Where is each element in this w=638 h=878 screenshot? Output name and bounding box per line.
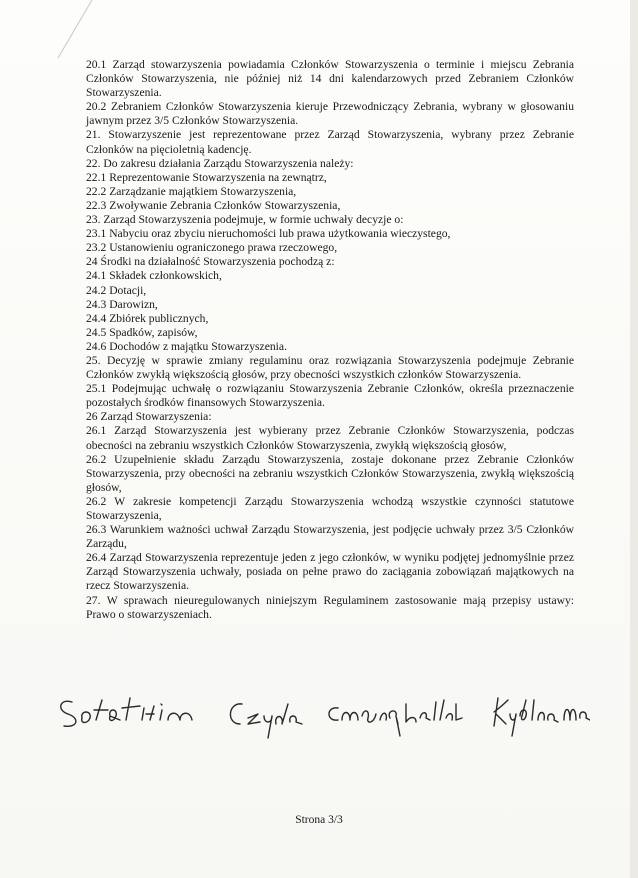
paragraph: 20.1 Zarząd stowarzyszenia powiadamia Członków Stowarzyszenia o terminie i miejscu Zebrania Członków Stowarzyszenia, nie później niż 14 dni kalendarzowych przed Zebraniem Członków Stowarzyszenia. <box>86 58 574 100</box>
paragraph: 24.1 Składek członkowskich, <box>86 269 222 283</box>
paragraph: 26.1 Zarząd Stowarzyszenia jest wybierany przez Zebranie Członków Stowarzyszenia, podczas obecności na zebraniu wszystkich Członków Stowarzyszenia, zwykłą większością głosów, <box>86 424 574 452</box>
paragraph: 24.5 Spadków, zapisów, <box>86 325 198 339</box>
paragraph: 24 Środki na działalność Stowarzyszenia pochodzą z: <box>86 255 335 269</box>
signature-4-icon <box>494 698 590 736</box>
paragraph: 22. Do zakresu działania Zarządu Stowarzyszenia należy: <box>86 156 354 170</box>
paragraph: 23.1 Nabyciu oraz zbyciu nieruchomości lub prawa użytkowania wieczystego, <box>86 227 451 241</box>
paragraph: 23.2 Ustanowieniu ograniczonego prawa rzeczowego, <box>86 241 338 255</box>
signature-2-icon <box>230 704 302 738</box>
paragraph: 22.3 Zwoływanie Zebrania Członków Stowarzyszenia, <box>86 198 341 212</box>
page-number: Strona 3/3 <box>295 814 343 826</box>
paragraph: 25.1 Podejmując uchwałę o rozwiązaniu Stowarzyszenia Zebranie Członków, określa przeznaczenie pozostałych środków finansowych Stowarzyszenia. <box>86 382 574 410</box>
paragraph: 24.4 Zbiórek publicznych, <box>86 311 209 325</box>
paragraph: 26 Zarząd Stowarzyszenia: <box>86 410 212 424</box>
signature-1-icon <box>61 698 192 726</box>
paragraph: 22.2 Zarządzanie majątkiem Stowarzyszenia, <box>86 184 297 198</box>
paragraph: 26.2 W zakresie kompetencji Zarządu Stowarzyszenia wchodzą wszystkie czynności statutowe Stowarzyszenia, <box>86 494 574 522</box>
signatures-row <box>50 680 590 750</box>
paragraph: 27. W sprawach nieuregulowanych niniejszym Regulaminem zastosowanie mają przepisy ustawy: Prawo o stowarzyszeniach. <box>86 593 574 621</box>
paragraph: 22.1 Reprezentowanie Stowarzyszenia na zewnątrz, <box>86 170 327 184</box>
paragraph: 26.2 Uzupełnienie składu Zarządu Stowarzyszenia, zostaje dokonane przez Zebranie Członków Stowarzyszenia, przy obecności na zebraniu wszystkich Członków Stowarzyszenia, zwykłą większością głosów, <box>86 452 574 494</box>
paragraph: 24.3 Darowizn, <box>86 297 158 311</box>
regulation-text <box>86 58 574 622</box>
paragraph: 26.3 Warunkiem ważności uchwał Zarządu Stowarzyszenia, jest podjęcie uchwały przez 3/5 Członków Zarządu, <box>86 523 574 551</box>
paragraph: 24.2 Dotacji, <box>86 283 147 297</box>
paragraph: 23. Zarząd Stowarzyszenia podejmuje, w formie uchwały decyzje o: <box>86 213 404 227</box>
paragraph: 25. Decyzję w sprawie zmiany regulaminu oraz rozwiązania Stowarzyszenia podejmuje Zebranie Członków zwykłą większością głosów, przy obecności wszystkich członków Stowarzyszenia. <box>86 353 574 382</box>
paragraph: 26.4 Zarząd Stowarzyszenia reprezentuje jeden z jego członków, w wyniku podjętej jednomyślnie przez Zarząd Stowarzyszenia uchwały, posiada on pełne prawo do zaciągania zobowiązań majątkowych na rzecz Stowarzyszenia. <box>86 551 574 593</box>
paragraph: 24.6 Dochodów z majątku Stowarzyszenia. <box>86 339 287 353</box>
paragraph: 21. Stowarzyszenie jest reprezentowane przez Zarząd Stowarzyszenia, wybrany przez Zebranie Członków na pięcioletnią kadencję. <box>86 128 574 156</box>
paragraph: 20.2 Zebraniem Członków Stowarzyszenia kieruje Przewodniczący Zebrania, wybrany w głosowaniu jawnym przez 3/5 Członków Stowarzyszenia. <box>86 100 574 128</box>
signature-3-icon <box>329 700 462 736</box>
